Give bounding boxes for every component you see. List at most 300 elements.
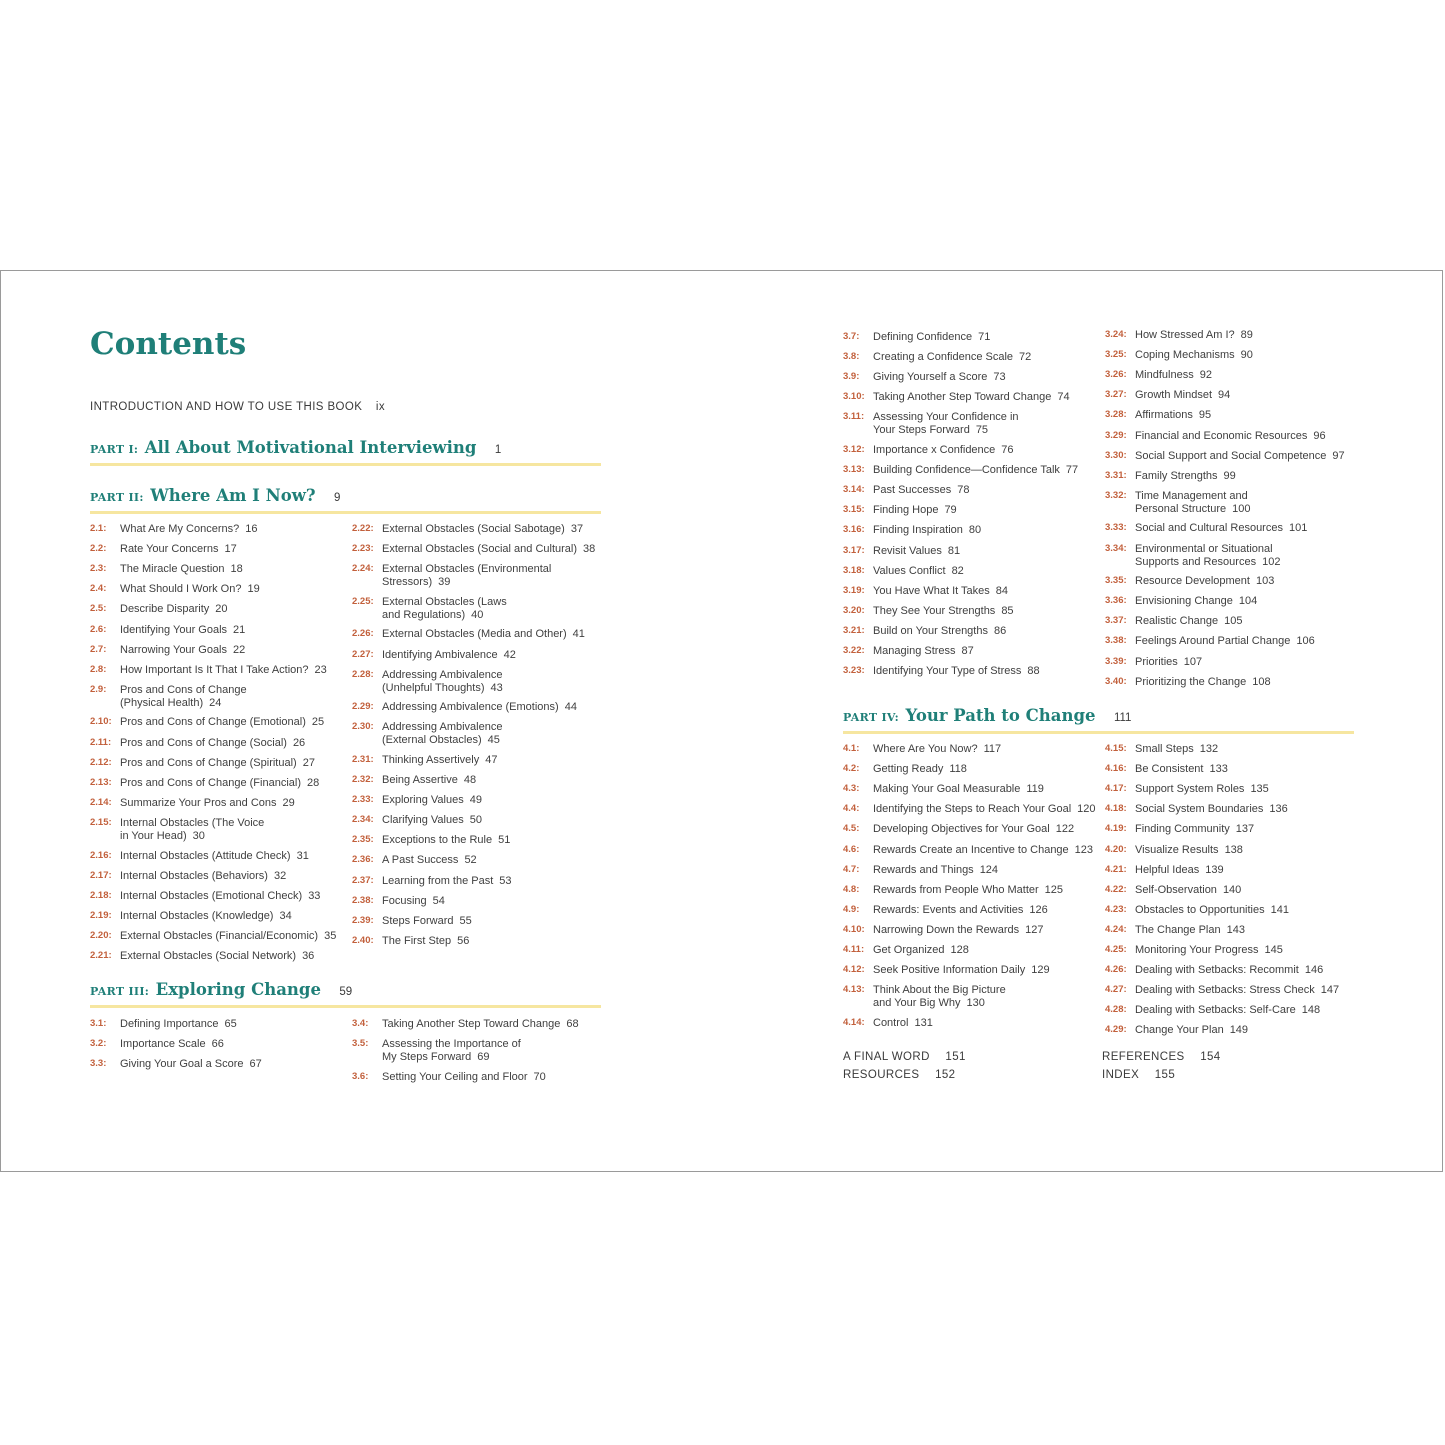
section-page: 136 xyxy=(1269,803,1288,815)
section-page: 53 xyxy=(499,875,512,887)
section-page: 90 xyxy=(1240,349,1253,361)
section-page: 128 xyxy=(950,944,969,956)
section-page: 22 xyxy=(233,644,246,656)
back-matter-resources xyxy=(843,1069,955,1081)
section-title: Values Conflict 82 xyxy=(873,565,964,577)
section-number: 3.11: xyxy=(843,411,865,422)
section-title: Dealing with Setbacks: Stress Check 147 xyxy=(1135,984,1340,996)
part-title: Your Path to Change xyxy=(905,706,1096,725)
section-title: Affirmations 95 xyxy=(1135,409,1212,421)
section-number: 2.30: xyxy=(352,721,374,732)
section-page: 34 xyxy=(279,910,292,922)
section-number: 3.20: xyxy=(843,605,865,616)
section-page: 95 xyxy=(1198,409,1212,421)
section-number: 4.17: xyxy=(1105,783,1127,794)
section-title: Helpful Ideas 139 xyxy=(1135,864,1224,876)
section-page: 122 xyxy=(1055,823,1075,835)
intro-page: ix xyxy=(375,401,386,413)
section-number: 3.31: xyxy=(1105,470,1127,481)
section-number: 4.27: xyxy=(1105,984,1127,995)
section-title: Setting Your Ceiling and Floor 70 xyxy=(382,1071,546,1083)
section-number: 4.25: xyxy=(1105,944,1127,955)
section-number: 4.22: xyxy=(1105,884,1127,895)
section-page: 133 xyxy=(1209,763,1228,775)
section-number: 4.21: xyxy=(1105,864,1127,875)
section-number: 3.10: xyxy=(843,391,865,402)
section-title: Creating a Confidence Scale 72 xyxy=(873,351,1032,363)
section-title: Realistic Change 105 xyxy=(1135,615,1243,627)
section-number: 2.35: xyxy=(352,834,374,845)
section-number: 2.22: xyxy=(352,523,374,534)
section-page: 41 xyxy=(572,628,585,640)
section-number: 2.3: xyxy=(90,563,107,574)
section-title: Priorities 107 xyxy=(1135,656,1203,668)
back-matter-page: 155 xyxy=(1154,1069,1176,1081)
back-matter-page: 151 xyxy=(945,1051,966,1063)
section-title: Being Assertive 48 xyxy=(382,774,477,786)
section-title: Past Successes 78 xyxy=(873,484,970,496)
section-page: 47 xyxy=(485,754,498,766)
section-number: 4.19: xyxy=(1105,823,1127,834)
section-title: Rewards from People Who Matter 125 xyxy=(873,884,1064,896)
part-header-4 xyxy=(843,706,1354,734)
section-page: 127 xyxy=(1025,924,1044,936)
section-page: 119 xyxy=(1026,783,1044,795)
section-title: Pros and Cons of Change (Financial) 28 xyxy=(120,777,320,789)
section-page: 43 xyxy=(490,681,503,694)
section-page: 65 xyxy=(224,1018,237,1030)
section-page: 132 xyxy=(1199,743,1219,755)
section-page: 97 xyxy=(1332,450,1345,462)
section-page: 117 xyxy=(983,743,1002,755)
section-number: 2.24: xyxy=(352,563,374,574)
section-title: Pros and Cons of Change (Emotional) 25 xyxy=(120,716,325,728)
section-page: 75 xyxy=(975,423,989,436)
section-page: 100 xyxy=(1232,502,1251,515)
section-title: Change Your Plan 149 xyxy=(1135,1024,1249,1036)
section-title: Assessing the Importance of My Steps Forward 69 xyxy=(382,1038,521,1063)
section-title: Obstacles to Opportunities 141 xyxy=(1135,904,1289,916)
section-page: 82 xyxy=(951,565,964,577)
section-page: 104 xyxy=(1238,595,1258,607)
section-page: 81 xyxy=(947,545,961,557)
section-number: 2.15: xyxy=(90,817,112,828)
section-number: 3.1: xyxy=(90,1018,107,1029)
section-page: 146 xyxy=(1304,964,1324,976)
section-page: 50 xyxy=(469,814,482,826)
section-title: Making Your Goal Measurable 119 xyxy=(873,783,1044,795)
section-number: 2.5: xyxy=(90,603,107,614)
section-number: 4.5: xyxy=(843,823,860,834)
section-number: 4.3: xyxy=(843,783,860,794)
back-matter-page: 152 xyxy=(935,1069,956,1081)
section-number: 3.24: xyxy=(1105,329,1127,340)
section-number: 2.4: xyxy=(90,583,107,594)
section-number: 4.7: xyxy=(843,864,860,875)
part-page: 9 xyxy=(334,492,341,504)
section-page: 56 xyxy=(457,935,470,947)
part-page: 59 xyxy=(339,986,353,998)
section-title: Coping Mechanisms 90 xyxy=(1135,349,1253,361)
section-title: Finding Inspiration 80 xyxy=(873,524,982,536)
section-page: 33 xyxy=(308,890,321,902)
section-number: 3.18: xyxy=(843,565,865,576)
section-title: Dealing with Setbacks: Self-Care 148 xyxy=(1135,1004,1321,1016)
section-page: 44 xyxy=(564,701,577,713)
contents-title: Contents xyxy=(90,326,247,362)
section-title: Giving Your Goal a Score 67 xyxy=(120,1058,262,1070)
section-title: You Have What It Takes 84 xyxy=(873,585,1009,597)
section-number: 2.31: xyxy=(352,754,374,765)
section-title: Finding Hope 79 xyxy=(873,504,957,516)
section-page: 145 xyxy=(1264,944,1283,956)
section-number: 4.18: xyxy=(1105,803,1127,814)
intro-entry xyxy=(90,401,385,413)
section-page: 102 xyxy=(1262,555,1281,568)
section-title: Prioritizing the Change 108 xyxy=(1135,676,1271,688)
section-number: 3.5: xyxy=(352,1038,369,1049)
section-title: Pros and Cons of Change (Spiritual) 27 xyxy=(120,757,315,769)
section-number: 3.27: xyxy=(1105,389,1127,400)
section-number: 3.28: xyxy=(1105,409,1127,420)
section-number: 3.7: xyxy=(843,331,860,342)
section-title: The Change Plan 143 xyxy=(1135,924,1245,936)
part-title: Exploring Change xyxy=(155,980,321,999)
section-page: 96 xyxy=(1313,430,1326,442)
section-title: Addressing Ambivalence (Emotions) 44 xyxy=(382,701,577,713)
section-page: 147 xyxy=(1320,984,1340,996)
part-page: 1 xyxy=(494,444,502,456)
section-page: 123 xyxy=(1074,844,1094,856)
section-number: 2.12: xyxy=(90,757,112,768)
section-title: Mindfulness 92 xyxy=(1135,369,1212,381)
section-number: 4.9: xyxy=(843,904,860,915)
section-page: 39 xyxy=(438,575,451,588)
section-title: Resource Development 103 xyxy=(1135,575,1275,587)
section-number: 4.2: xyxy=(843,763,860,774)
section-title: Internal Obstacles (Attitude Check) 31 xyxy=(120,850,309,862)
back-matter-page: 154 xyxy=(1200,1051,1221,1063)
section-page: 26 xyxy=(292,737,306,749)
section-page: 99 xyxy=(1223,470,1236,482)
section-title: Think About the Big Picture and Your Big Why 130 xyxy=(873,984,1006,1009)
section-title: Defining Confidence 71 xyxy=(873,331,991,343)
part-header-3 xyxy=(90,980,601,1008)
section-number: 4.16: xyxy=(1105,763,1127,774)
section-title: Family Strengths 99 xyxy=(1135,470,1236,482)
section-number: 4.28: xyxy=(1105,1004,1127,1015)
section-page: 149 xyxy=(1229,1024,1249,1036)
section-page: 143 xyxy=(1226,924,1245,936)
section-number: 4.15: xyxy=(1105,743,1127,754)
part-label: PART IV: xyxy=(843,711,900,724)
section-number: 2.8: xyxy=(90,664,107,675)
section-number: 3.21: xyxy=(843,625,865,636)
section-page: 36 xyxy=(302,950,315,962)
section-page: 108 xyxy=(1252,676,1271,688)
section-number: 3.25: xyxy=(1105,349,1127,360)
section-title: Identifying Your Goals 21 xyxy=(120,624,246,636)
section-page: 28 xyxy=(306,777,320,789)
section-number: 2.37: xyxy=(352,875,374,886)
section-page: 38 xyxy=(583,543,596,555)
section-title: Learning from the Past 53 xyxy=(382,875,512,887)
section-title: Importance x Confidence 76 xyxy=(873,444,1014,456)
section-title: Managing Stress 87 xyxy=(873,645,974,657)
section-title: Developing Objectives for Your Goal 122 xyxy=(873,823,1075,835)
section-title: Addressing Ambivalence (Unhelpful Thoughts) 43 xyxy=(382,669,503,694)
section-number: 2.39: xyxy=(352,915,374,926)
back-matter-label: INDEX xyxy=(1102,1069,1140,1081)
section-number: 4.29: xyxy=(1105,1024,1127,1035)
section-title: External Obstacles (Environmental Stressors) 39 xyxy=(382,563,552,588)
section-number: 2.21: xyxy=(90,950,112,961)
section-number: 3.19: xyxy=(843,585,865,596)
section-number: 3.4: xyxy=(352,1018,369,1029)
section-page: 16 xyxy=(245,523,258,535)
section-number: 3.32: xyxy=(1105,490,1127,501)
section-page: 49 xyxy=(469,794,482,806)
section-title: Taking Another Step Toward Change 74 xyxy=(873,391,1070,403)
section-title: Importance Scale 66 xyxy=(120,1038,224,1050)
section-title: External Obstacles (Laws and Regulations) 40 xyxy=(382,596,507,621)
part-title: All About Motivational Interviewing xyxy=(144,438,477,457)
section-number: 2.38: xyxy=(352,895,374,906)
part-title: Where Am I Now? xyxy=(150,486,316,505)
section-title: Thinking Assertively 47 xyxy=(382,754,498,766)
section-number: 2.36: xyxy=(352,854,374,865)
section-page: 101 xyxy=(1288,522,1308,534)
section-number: 4.1: xyxy=(843,743,860,754)
section-number: 3.38: xyxy=(1105,635,1127,646)
section-page: 118 xyxy=(949,763,967,775)
section-title: Internal Obstacles (Knowledge) 34 xyxy=(120,910,292,922)
section-number: 2.19: xyxy=(90,910,112,921)
section-page: 55 xyxy=(459,915,472,927)
section-title: Rewards and Things 124 xyxy=(873,864,999,876)
section-page: 85 xyxy=(1001,605,1014,617)
section-number: 3.17: xyxy=(843,545,865,556)
section-number: 4.23: xyxy=(1105,904,1127,915)
section-title: Where Are You Now? 117 xyxy=(873,743,1002,755)
section-number: 3.3: xyxy=(90,1058,107,1069)
section-number: 2.13: xyxy=(90,777,112,788)
section-page: 78 xyxy=(957,484,970,496)
section-number: 2.34: xyxy=(352,814,374,825)
section-page: 40 xyxy=(471,608,484,621)
section-number: 4.11: xyxy=(843,944,865,955)
section-page: 51 xyxy=(498,834,511,846)
section-page: 74 xyxy=(1057,391,1070,403)
part-header-2 xyxy=(90,486,601,514)
section-number: 3.34: xyxy=(1105,543,1127,554)
section-number: 3.35: xyxy=(1105,575,1127,586)
section-page: 20 xyxy=(215,603,228,615)
section-page: 67 xyxy=(249,1058,262,1070)
section-title: Small Steps 132 xyxy=(1135,743,1219,755)
section-title: Rewards Create an Incentive to Change 123 xyxy=(873,844,1094,856)
section-page: 107 xyxy=(1183,656,1203,668)
section-number: 2.9: xyxy=(90,684,107,695)
section-title: Focusing 54 xyxy=(382,895,445,907)
section-number: 2.2: xyxy=(90,543,107,554)
section-title: Identifying Your Type of Stress 88 xyxy=(873,665,1040,677)
section-title: Seek Positive Information Daily 129 xyxy=(873,964,1050,976)
section-number: 3.26: xyxy=(1105,369,1127,380)
section-page: 73 xyxy=(993,371,1006,383)
section-page: 25 xyxy=(311,716,325,728)
section-title: Narrowing Down the Rewards 127 xyxy=(873,924,1044,936)
section-number: 3.22: xyxy=(843,645,865,656)
section-number: 4.26: xyxy=(1105,964,1127,975)
section-title: Getting Ready 118 xyxy=(873,763,967,775)
section-number: 3.23: xyxy=(843,665,865,676)
back-matter-index xyxy=(1102,1069,1175,1081)
section-number: 3.13: xyxy=(843,464,865,475)
section-title: Time Management and Personal Structure 100 xyxy=(1135,490,1251,515)
section-page: 135 xyxy=(1250,783,1269,795)
section-number: 3.2: xyxy=(90,1038,107,1049)
section-number: 3.14: xyxy=(843,484,865,495)
section-title: Taking Another Step Toward Change 68 xyxy=(382,1018,579,1030)
section-title: What Are My Concerns? 16 xyxy=(120,523,258,535)
section-page: 106 xyxy=(1296,635,1315,647)
section-page: 32 xyxy=(273,870,287,882)
section-number: 4.24: xyxy=(1105,924,1127,935)
section-page: 76 xyxy=(1001,444,1014,456)
section-page: 86 xyxy=(993,625,1007,637)
section-number: 3.6: xyxy=(352,1071,369,1082)
section-page: 45 xyxy=(487,733,500,746)
back-matter-final-word xyxy=(843,1051,966,1063)
section-page: 35 xyxy=(324,930,337,942)
section-page: 92 xyxy=(1199,369,1212,381)
section-title: Environmental or Situational Supports and Resources 102 xyxy=(1135,543,1281,568)
section-page: 77 xyxy=(1065,464,1079,476)
section-page: 79 xyxy=(944,504,957,516)
section-number: 2.28: xyxy=(352,669,374,680)
section-number: 4.20: xyxy=(1105,844,1127,855)
section-number: 3.30: xyxy=(1105,450,1127,461)
section-title: How Stressed Am I? 89 xyxy=(1135,329,1253,341)
section-number: 3.40: xyxy=(1105,676,1127,687)
part-page: 111 xyxy=(1113,712,1132,724)
section-title: Identifying Ambivalence 42 xyxy=(382,649,516,661)
section-page: 94 xyxy=(1218,389,1231,401)
section-page: 37 xyxy=(570,523,584,535)
section-number: 4.12: xyxy=(843,964,865,975)
section-title: Pros and Cons of Change (Physical Health) 24 xyxy=(120,684,247,709)
section-number: 3.15: xyxy=(843,504,865,515)
section-title: Narrowing Your Goals 22 xyxy=(120,644,246,656)
section-page: 137 xyxy=(1235,823,1255,835)
section-page: 88 xyxy=(1027,665,1040,677)
section-number: 3.9: xyxy=(843,371,860,382)
section-page: 141 xyxy=(1270,904,1289,916)
section-page: 17 xyxy=(224,543,237,555)
section-page: 125 xyxy=(1044,884,1064,896)
section-number: 4.13: xyxy=(843,984,865,995)
section-page: 29 xyxy=(282,797,295,809)
section-number: 4.10: xyxy=(843,924,865,935)
section-title: The Miracle Question 18 xyxy=(120,563,243,575)
section-page: 126 xyxy=(1029,904,1048,916)
section-page: 42 xyxy=(503,649,516,661)
section-page: 131 xyxy=(914,1017,933,1029)
section-page: 140 xyxy=(1222,884,1242,896)
section-page: 120 xyxy=(1077,803,1096,815)
section-title: Identifying the Steps to Reach Your Goal 120 xyxy=(873,803,1096,815)
part-label: PART I: xyxy=(90,443,139,456)
section-page: 129 xyxy=(1031,964,1050,976)
section-title: Rewards: Events and Activities 126 xyxy=(873,904,1048,916)
section-page: 68 xyxy=(566,1018,579,1030)
section-page: 21 xyxy=(233,624,246,636)
section-title: Feelings Around Partial Change 106 xyxy=(1135,635,1315,647)
section-page: 71 xyxy=(978,331,991,343)
section-title: Growth Mindset 94 xyxy=(1135,389,1231,401)
section-title: Pros and Cons of Change (Social) 26 xyxy=(120,737,306,749)
section-number: 2.26: xyxy=(352,628,374,639)
section-title: Exploring Values 49 xyxy=(382,794,482,806)
section-title: A Past Success 52 xyxy=(382,854,477,866)
section-page: 69 xyxy=(477,1050,490,1063)
section-title: Assessing Your Confidence in Your Steps Forward 75 xyxy=(873,411,1019,436)
section-page: 124 xyxy=(979,864,999,876)
section-title: Summarize Your Pros and Cons 29 xyxy=(120,797,295,809)
section-page: 80 xyxy=(968,524,982,536)
section-title: Internal Obstacles (Emotional Check) 33 xyxy=(120,890,321,902)
section-number: 2.18: xyxy=(90,890,112,901)
intro-label: INTRODUCTION AND HOW TO USE THIS BOOK xyxy=(90,401,363,413)
section-page: 66 xyxy=(211,1038,224,1050)
section-page: 139 xyxy=(1205,864,1224,876)
section-title: Rate Your Concerns 17 xyxy=(120,543,237,555)
section-number: 2.17: xyxy=(90,870,112,881)
section-title: Giving Yourself a Score 73 xyxy=(873,371,1006,383)
section-page: 52 xyxy=(464,854,477,866)
section-title: Dealing with Setbacks: Recommit 146 xyxy=(1135,964,1324,976)
section-page: 24 xyxy=(209,696,222,709)
section-number: 3.39: xyxy=(1105,656,1127,667)
section-title: Envisioning Change 104 xyxy=(1135,595,1258,607)
section-title: Defining Importance 65 xyxy=(120,1018,237,1030)
section-title: Social and Cultural Resources 101 xyxy=(1135,522,1308,534)
section-title: The First Step 56 xyxy=(382,935,470,947)
section-page: 70 xyxy=(533,1071,546,1083)
section-number: 2.33: xyxy=(352,794,374,805)
section-number: 2.1: xyxy=(90,523,107,534)
section-title: Control 131 xyxy=(873,1017,933,1029)
section-title: Internal Obstacles (The Voice in Your Head) 30 xyxy=(120,817,265,842)
section-page: 138 xyxy=(1224,844,1243,856)
section-page: 148 xyxy=(1301,1004,1321,1016)
back-matter-label: A FINAL WORD xyxy=(843,1051,930,1063)
section-title: Monitoring Your Progress 145 xyxy=(1135,944,1283,956)
back-matter-label: REFERENCES xyxy=(1102,1051,1185,1063)
section-title: What Should I Work On? 19 xyxy=(120,583,260,595)
part-label: PART III: xyxy=(90,985,150,998)
section-number: 3.16: xyxy=(843,524,865,535)
section-page: 130 xyxy=(966,996,985,1009)
section-number: 2.25: xyxy=(352,596,374,607)
back-matter-label: RESOURCES xyxy=(843,1069,920,1081)
section-number: 2.11: xyxy=(90,737,112,748)
section-title: Exceptions to the Rule 51 xyxy=(382,834,511,846)
section-number: 2.23: xyxy=(352,543,374,554)
section-number: 2.32: xyxy=(352,774,374,785)
section-title: Financial and Economic Resources 96 xyxy=(1135,430,1326,442)
